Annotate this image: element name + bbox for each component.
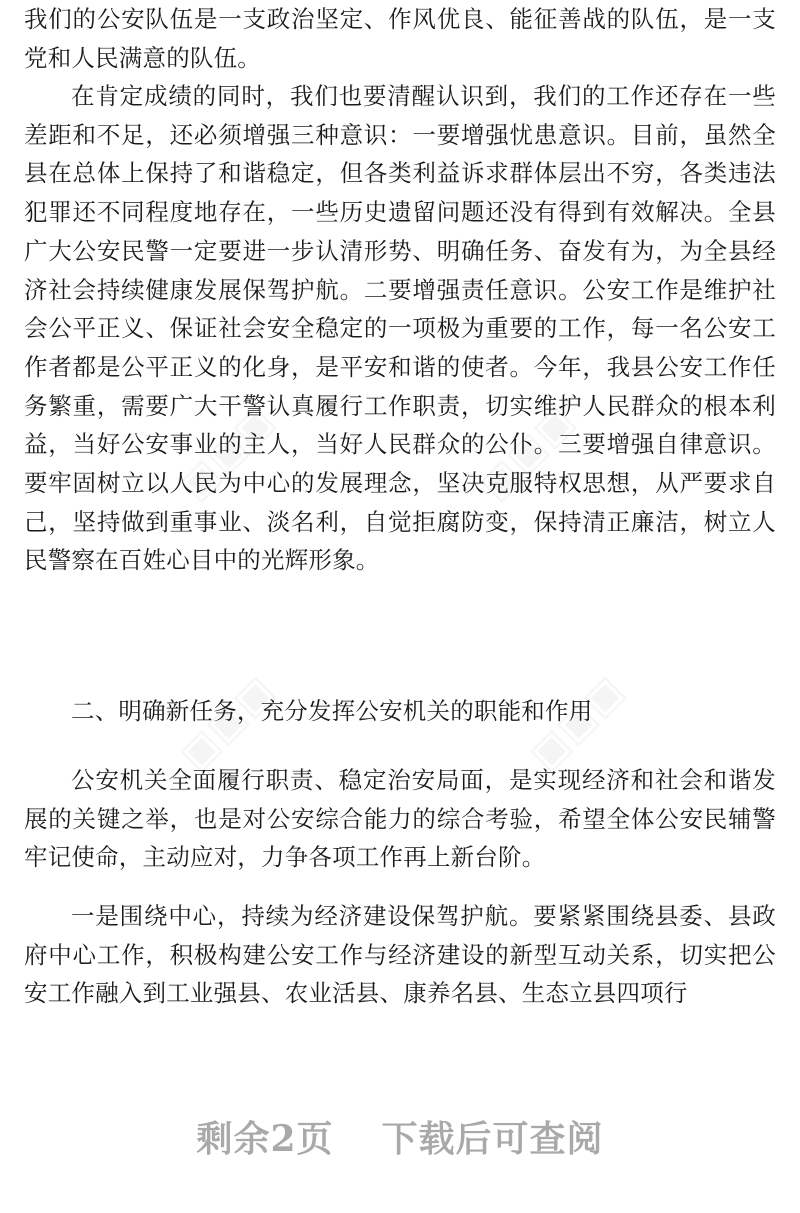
paragraph-economy: 一是围绕中心，持续为经济建设保驾护航。要紧紧围绕县委、县政府中心工作，积极构建公安工作与经济建设的新型互动关系，切实把公安工作融入到工业强县、农业活县、康养名县、生态立县四项行 [24,902,776,1008]
download-prompt-label: 下载后可查阅 [381,1118,604,1160]
download-to-view-button[interactable] [0,1111,800,1162]
paragraph-awareness: 在肯定成绩的同时，我们也要清醒认识到，我们的工作还存在一些差距和不足，还必须增强三种意识：一要增强忧患意识。目前，虽然全县在总体上保持了和谐稳定，但各类利益诉求群体层出不穷，各类违法犯罪还不同程度地存在，一些历史遗留问题还没有得到有效解决。全县广大公安民警一定要进一步认清形势、明确任务、奋发有为，为全县经济社会持续健康发展保驾护航。二要增强责任意识。公安工作是维护社会公平正义、保证社会安全稳定的一项极为重要的工作，每一名公安工作者都是公平正义的化身，是平安和谐的使者。今年，我县公安工作任务繁重，需要广大干警认真履行工作职责，切实维护人民群众的根本利益，当好公安事业的主人，当好人民群众的公仆。三要增强自律意识。要牢固树立以人民为中心的发展理念，坚决克服特权思想，从严要求自己，坚持做到重事业、淡名利，自觉拒腐防变，保持清正廉洁，树立人民警察在百姓心目中的光辉形象。 [24,82,776,575]
remaining-pages-label: 剩余2页 [196,1118,334,1160]
section-heading: 二、明确新任务，充分发挥公安机关的职能和作用 [71,697,593,725]
paragraph-continued: 我们的公安队伍是一支政治坚定、作风优良、能征善战的队伍，是一支党和人民满意的队伍。 [24,5,776,72]
paragraph-duties: 公安机关全面履行职责、稳定治安局面，是实现经济和社会和谐发展的关键之举，也是对公安综合能力的综合考验，希望全体公安民辅警牢记使命，主动应对，力争各项工作再上新台阶。 [24,766,776,872]
